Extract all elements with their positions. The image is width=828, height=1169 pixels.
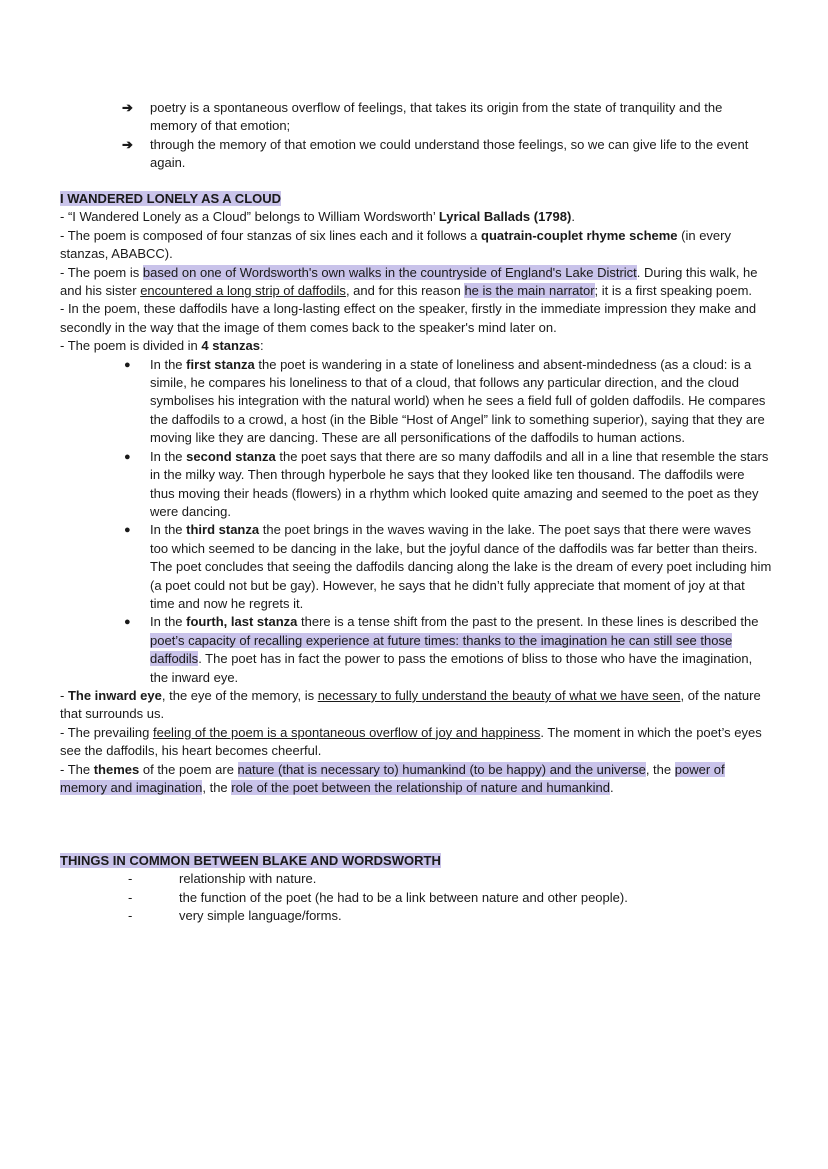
section-daffodils — [60, 190, 772, 797]
paragraph: - The inward eye, the eye of the memory, is necessary to fully understand the beauty of what we have seen, of the nature that surrounds us. — [60, 687, 761, 722]
bullet-icon: ● — [124, 616, 131, 629]
list-item: ➔ poetry is a spontaneous overflow of feelings, that takes its origin from the state of tranquility and the memory of that emotion; — [122, 100, 723, 134]
intro-arrow-list — [122, 99, 772, 173]
stanza-list — [60, 356, 772, 687]
list-item: - relationship with nature. — [60, 870, 772, 888]
highlight: based on one of Wordsworth's own walks in the countryside of England's Lake District — [142, 264, 637, 280]
bullet-icon: ● — [124, 358, 131, 371]
list-item: - very simple language/forms. — [60, 907, 772, 925]
list-item: ● In the second stanza the poet says that there are so many daffodils and all in a line that resemble the stars in the milky way. Then through hyperbole he says that they looked like ten thousand. The daffodils were thus moving their heads (flowers) in a rhythm which looked quite amazing and seemed to the poet as they were dancing. — [124, 448, 769, 519]
paragraph: - The poem is based on one of Wordsworth's own walks in the countryside of England's Lake District. During this walk, he and his sister encountered a long strip of daffodils, and for this reason he is the main narrator; it is a first speaking poem. — [60, 264, 758, 299]
bullet-icon: ● — [124, 524, 131, 537]
section-heading: I WANDERED LONELY AS A CLOUD — [60, 191, 282, 206]
section-heading: THINGS IN COMMON BETWEEN BLAKE AND WORDSWORTH — [60, 853, 441, 868]
list-item: - the function of the poet (he had to be a link between nature and other people). — [60, 889, 772, 907]
section-common-points — [60, 852, 772, 926]
paragraph: - “I Wandered Lonely as a Cloud” belongs to William Wordsworth’ Lyrical Ballads (1798). — [60, 209, 575, 225]
bullet-icon: ● — [124, 450, 131, 463]
paragraph: - The prevailing feeling of the poem is a spontaneous overflow of joy and happiness. The moment in which the poet’s eyes see the daffodils, his heart becomes cheerful. — [60, 724, 762, 759]
paragraph: - The poem is divided in 4 stanzas: — [60, 338, 264, 354]
arrow-icon: ➔ — [122, 100, 133, 115]
dash-icon: - — [128, 889, 133, 905]
common-points-list — [60, 870, 772, 925]
paragraph: - In the poem, these daffodils have a long-lasting effect on the speaker, firstly in the immediate impression they make and secondly in the way that the image of them comes back to the speaker's mind later on. — [60, 301, 757, 335]
list-item: ● In the third stanza the poet brings in the waves waving in the lake. The poet says that there were waves too which seemed to be dancing in the lake, but the joyful dance of the daffodils was far better than theirs. The poet concludes that seeing the daffodils dancing along the lake is the dream of every poet including him (a poet could not but be gay). However, he says that he didn’t fully appreciate that moment of joy at that time and now he regrets it. — [124, 522, 772, 611]
highlight: he is the main narrator — [464, 283, 595, 299]
list-item: ● In the first stanza the poet is wandering in a state of loneliness and absent-mindedness (as a cloud: is a simile, he compares his loneliness to that of a cloud, that follows any particular direction, and the cloud symbolises his integration with the natural world) when he sees a field full of golden daffodils. He compares the daffodils to a crowd, a host (in the Bible “Host of Angel” link to something superior), saying that they are moving like they are dancing. These are all personifications of the daffodils to human actions. — [124, 356, 766, 446]
dash-icon: - — [128, 908, 133, 924]
highlight: poet’s capacity of recalling experience at future times: thanks to the imagination he can still see those daffodils — [150, 632, 733, 667]
arrow-icon: ➔ — [122, 136, 133, 152]
paragraph: - The themes of the poem are nature (that is necessary to) humankind (to be happy) and the universe, the power of memory and imagination, the role of the poet between the relationship of nature and humankind. — [60, 761, 725, 795]
highlight: role of the poet between the relationship of nature and humankind — [231, 780, 610, 795]
underlined-text: encountered a long strip of daffodils — [140, 283, 346, 299]
highlight: power of memory and imagination — [60, 761, 725, 795]
list-item: ➔ through the memory of that emotion we could understand those feelings, so we can give life to the event again. — [122, 136, 749, 171]
underlined-text: feeling of the poem is a spontaneous overflow of joy and happiness — [152, 724, 541, 740]
paragraph: - The poem is composed of four stanzas of six lines each and it follows a quatrain-couplet rhyme scheme (in every stanzas, ABABCC). — [60, 227, 731, 262]
dash-icon: - — [128, 871, 133, 887]
list-item: ● In the fourth, last stanza there is a tense shift from the past to the present. In these lines is described the poet’s capacity of recalling experience at future times: thanks to the imagination he can still see those daffodils. The poet has in fact the power to pass the emotions of bliss to those who have the imagination, the inward eye. — [124, 614, 759, 685]
underlined-text: necessary to fully understand the beauty of what we have seen — [317, 687, 681, 703]
highlight: nature (that is necessary to) humankind (to be happy) and the universe — [237, 761, 646, 777]
